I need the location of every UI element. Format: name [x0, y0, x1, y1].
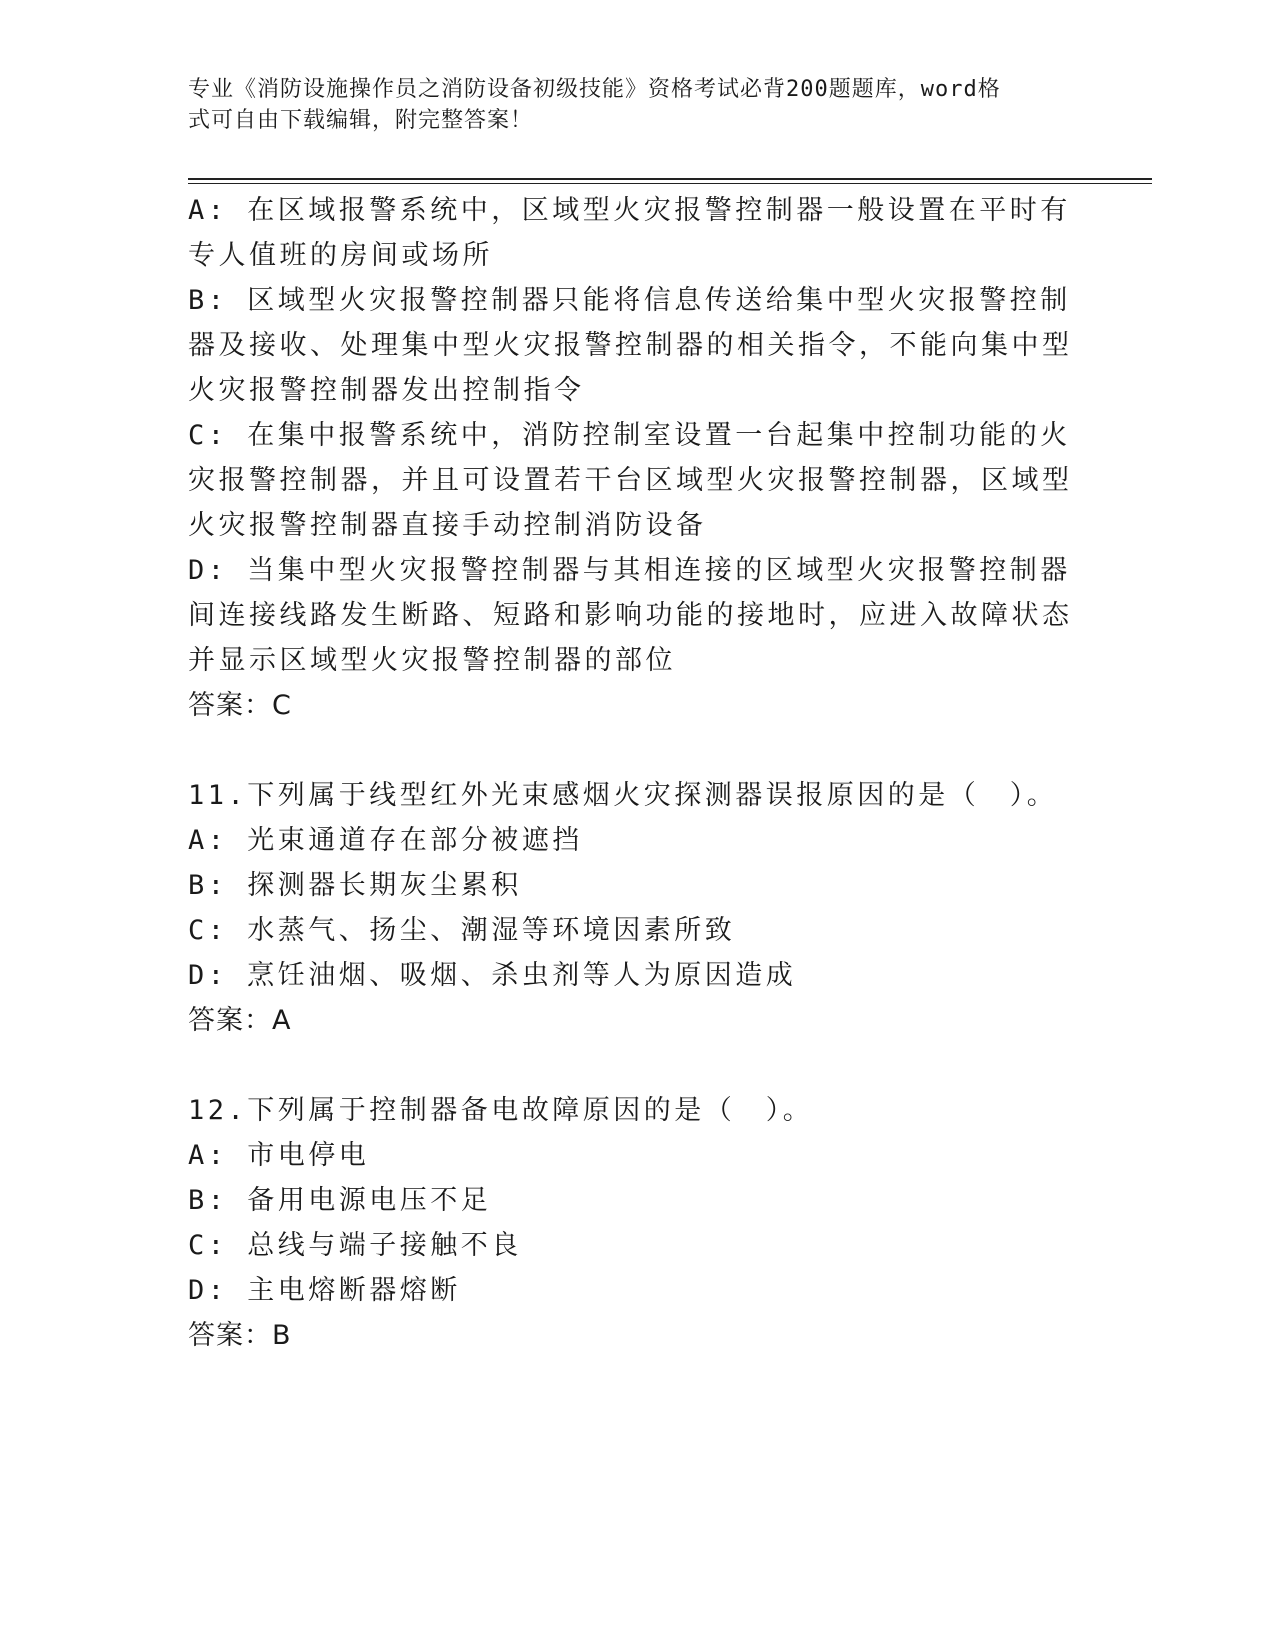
document-body: [188, 188, 1078, 1358]
header-line-2: 式可自由下载编辑，附完整答案！: [188, 108, 534, 133]
header-line-1: 专业《消防设施操作员之消防设备初级技能》资格考试必背200题题库，word格: [188, 77, 1001, 102]
answer-line: 答案：C: [188, 690, 292, 721]
question-stem: 12.下列属于控制器备电故障原因的是（ ）。: [188, 1095, 814, 1126]
answer-line: 答案：A: [188, 1005, 292, 1036]
document-header: [188, 74, 1068, 136]
question-block-12: [188, 1088, 1078, 1358]
question-block-11: [188, 773, 1078, 1043]
option-c: C: 总线与端子接触不良: [188, 1230, 522, 1261]
question-block-10: [188, 188, 1078, 728]
option-b: B: 备用电源电压不足: [188, 1185, 492, 1216]
option-b: B: 探测器长期灰尘累积: [188, 870, 522, 901]
option-d: D: 烹饪油烟、吸烟、杀虫剂等人为原因造成: [188, 960, 797, 991]
option-d: D: 主电熔断器熔断: [188, 1275, 461, 1306]
option-d: D: 当集中型火灾报警控制器与其相连接的区域型火灾报警控制器间连接线路发生断路、短路和影响功能的接地时，应进入故障状态并显示区域型火灾报警控制器的部位: [188, 555, 1073, 676]
question-stem: 11.下列属于线型红外光束感烟火灾探测器误报原因的是（ ）。: [188, 780, 1058, 811]
header-divider-thick: [188, 178, 1152, 180]
option-a: A: 市电停电: [188, 1140, 370, 1171]
option-c: C: 在集中报警系统中，消防控制室设置一台起集中控制功能的火灾报警控制器，并且可设置若干台区域型火灾报警控制器，区域型火灾报警控制器直接手动控制消防设备: [188, 420, 1073, 541]
option-c: C: 水蒸气、扬尘、潮湿等环境因素所致: [188, 915, 736, 946]
option-a: A: 在区域报警系统中，区域型火灾报警控制器一般设置在平时有专人值班的房间或场所: [188, 195, 1071, 271]
header-divider-thin: [188, 183, 1152, 184]
option-a: A: 光束通道存在部分被遮挡: [188, 825, 583, 856]
answer-line: 答案：B: [188, 1320, 292, 1351]
option-b: B: 区域型火灾报警控制器只能将信息传送给集中型火灾报警控制器及接收、处理集中型火灾报警控制器的相关指令，不能向集中型火灾报警控制器发出控制指令: [188, 285, 1073, 406]
